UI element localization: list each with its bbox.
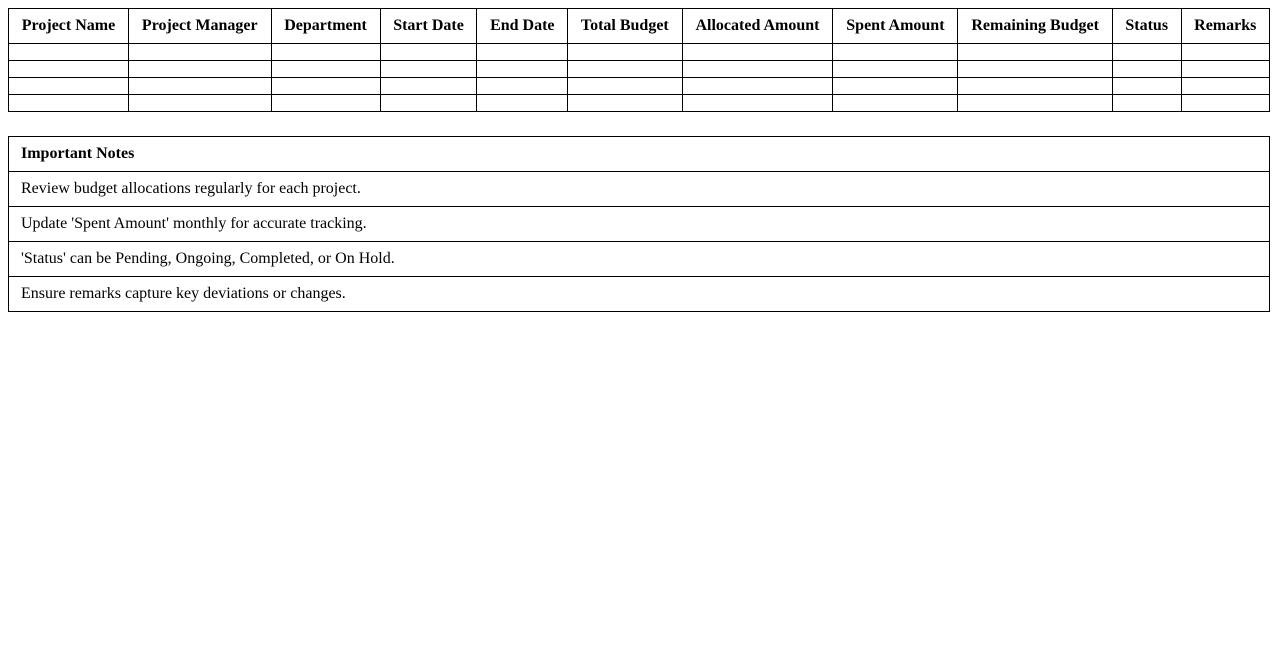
note-row <box>9 172 1270 207</box>
column-header-remarks: Remarks <box>1181 9 1269 44</box>
column-header-spent-amount: Spent Amount <box>833 9 958 44</box>
note-item: 'Status' can be Pending, Ongoing, Completed, or On Hold. <box>9 242 1270 277</box>
column-header-end-date: End Date <box>477 9 568 44</box>
table-cell[interactable] <box>568 44 682 61</box>
table-cell[interactable] <box>958 78 1113 95</box>
table-cell[interactable] <box>477 61 568 78</box>
table-cell[interactable] <box>682 44 833 61</box>
column-header-total-budget: Total Budget <box>568 9 682 44</box>
table-cell[interactable] <box>9 78 129 95</box>
table-cell[interactable] <box>477 78 568 95</box>
table-cell[interactable] <box>9 61 129 78</box>
table-cell[interactable] <box>380 78 477 95</box>
table-cell[interactable] <box>477 44 568 61</box>
table-cell[interactable] <box>833 61 958 78</box>
table-cell[interactable] <box>1112 78 1181 95</box>
column-header-start-date: Start Date <box>380 9 477 44</box>
column-header-status: Status <box>1112 9 1181 44</box>
table-cell[interactable] <box>380 95 477 112</box>
table-cell[interactable] <box>129 78 272 95</box>
table-cell[interactable] <box>1181 95 1269 112</box>
note-item: Ensure remarks capture key deviations or changes. <box>9 277 1270 312</box>
table-cell[interactable] <box>958 44 1113 61</box>
table-cell[interactable] <box>477 95 568 112</box>
budget-table-header-row <box>9 9 1270 44</box>
table-cell[interactable] <box>9 44 129 61</box>
table-cell[interactable] <box>568 95 682 112</box>
table-cell[interactable] <box>9 95 129 112</box>
table-cell[interactable] <box>1181 61 1269 78</box>
table-cell[interactable] <box>129 44 272 61</box>
table-cell[interactable] <box>833 78 958 95</box>
table-cell[interactable] <box>1112 95 1181 112</box>
table-cell[interactable] <box>682 95 833 112</box>
note-row <box>9 277 1270 312</box>
table-row <box>9 61 1270 78</box>
table-cell[interactable] <box>568 61 682 78</box>
table-cell[interactable] <box>129 61 272 78</box>
column-header-allocated-amount: Allocated Amount <box>682 9 833 44</box>
table-cell[interactable] <box>271 78 380 95</box>
table-cell[interactable] <box>271 44 380 61</box>
column-header-department: Department <box>271 9 380 44</box>
table-cell[interactable] <box>1181 78 1269 95</box>
table-cell[interactable] <box>833 44 958 61</box>
table-cell[interactable] <box>958 61 1113 78</box>
table-cell[interactable] <box>833 95 958 112</box>
note-item: Review budget allocations regularly for each project. <box>9 172 1270 207</box>
notes-title: Important Notes <box>9 137 1270 172</box>
column-header-project-name: Project Name <box>9 9 129 44</box>
notes-table <box>8 136 1270 312</box>
table-cell[interactable] <box>682 61 833 78</box>
table-cell[interactable] <box>271 95 380 112</box>
table-cell[interactable] <box>129 95 272 112</box>
table-cell[interactable] <box>568 78 682 95</box>
table-cell[interactable] <box>380 44 477 61</box>
note-item: Update 'Spent Amount' monthly for accurate tracking. <box>9 207 1270 242</box>
table-cell[interactable] <box>1112 44 1181 61</box>
budget-table <box>8 8 1270 112</box>
table-cell[interactable] <box>271 61 380 78</box>
table-cell[interactable] <box>380 61 477 78</box>
note-row <box>9 242 1270 277</box>
table-row <box>9 95 1270 112</box>
table-row <box>9 78 1270 95</box>
notes-title-row <box>9 137 1270 172</box>
table-row <box>9 44 1270 61</box>
table-cell[interactable] <box>1181 44 1269 61</box>
table-cell[interactable] <box>1112 61 1181 78</box>
column-header-project-manager: Project Manager <box>129 9 272 44</box>
note-row <box>9 207 1270 242</box>
table-cell[interactable] <box>958 95 1113 112</box>
budget-table-body <box>9 44 1270 112</box>
table-cell[interactable] <box>682 78 833 95</box>
column-header-remaining-budget: Remaining Budget <box>958 9 1113 44</box>
